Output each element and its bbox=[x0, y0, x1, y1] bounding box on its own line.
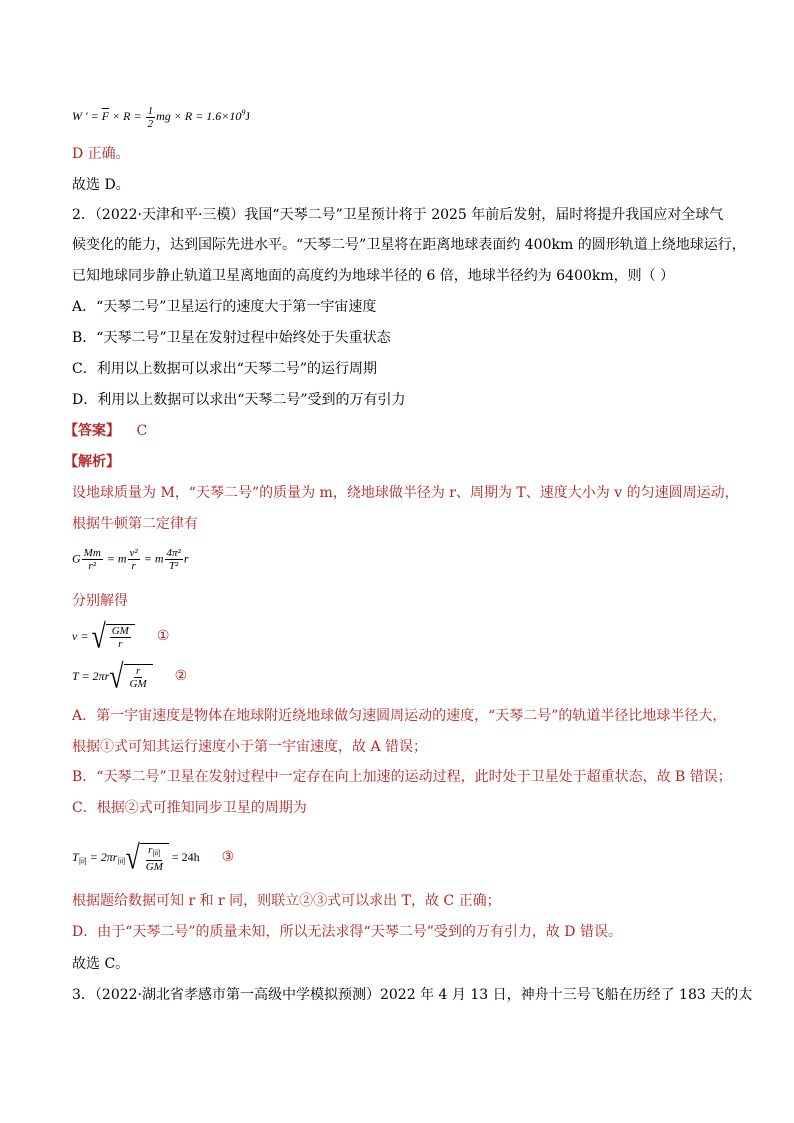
eq-tsync-numsub: 同 bbox=[152, 849, 161, 859]
eq-newton-eq1: = m bbox=[103, 551, 127, 566]
eq-t-mark: ② bbox=[174, 668, 188, 684]
eq-w-fbar: $\overline{F}$ bbox=[101, 109, 110, 123]
eq-newton-f1n: Mm bbox=[83, 547, 101, 559]
eq-newton-f3n: 4π² bbox=[166, 547, 181, 559]
solution-a-line1: A．第一宇宙速度是物体在地球附近绕地球做匀速圆周运动的速度，“天琴二号”的轨道半径比地球半径大， bbox=[72, 708, 727, 724]
option-b: B．“天琴二号”卫星在发射过程中始终处于失重状态 bbox=[72, 330, 391, 346]
d-correct-text: D 正确。 bbox=[72, 146, 130, 162]
eq-v-lhs: v = bbox=[72, 628, 92, 643]
solution-a-line2: 根据①式可知其运行速度小于第一宇宙速度，故 A 错误； bbox=[72, 739, 428, 755]
radical-sign: √ bbox=[91, 617, 106, 656]
eq-tsync-num bbox=[146, 844, 162, 861]
eq-newton-tail: r bbox=[183, 551, 189, 566]
eq-newton-f1d: r² bbox=[88, 560, 97, 572]
choose-c-text: 故选 C。 bbox=[72, 956, 130, 972]
eq-w-fraction bbox=[146, 105, 156, 130]
eq-tsync-num-r: r bbox=[148, 844, 153, 856]
solution-line2: 根据牛顿第二定律有 bbox=[72, 516, 198, 532]
eq-tsync-den: GM bbox=[145, 861, 163, 874]
eq-t-num: r bbox=[135, 665, 141, 677]
eq-newton-frac1 bbox=[82, 547, 103, 572]
eq-w-lhs: W ′ = bbox=[72, 109, 102, 123]
sqrt-symbol bbox=[125, 838, 168, 877]
eq-w-den: 2 bbox=[147, 117, 154, 130]
choose-d-text: 故选 D。 bbox=[72, 177, 130, 193]
eq-w-num: 1 bbox=[147, 104, 154, 117]
eq-w-unit: J bbox=[245, 109, 251, 123]
eq-tsync-lhs: T bbox=[72, 849, 79, 864]
analysis-label: 【解析】 bbox=[64, 454, 120, 470]
equation-v bbox=[72, 617, 170, 656]
eq-newton-eq2: = m bbox=[140, 551, 164, 566]
solve-text: 分别解得 bbox=[72, 593, 128, 609]
eq-w-mid: × R = bbox=[109, 109, 145, 123]
answer-value: C bbox=[136, 423, 148, 439]
eq-v-num: GM bbox=[111, 625, 129, 637]
equation-t bbox=[72, 657, 188, 696]
question2-line2: 候变化的能力，达到国际先进水平。“天琴二号”卫星将在距离地球表面约 400km 的圆形轨道上绕地球运行， bbox=[72, 237, 746, 253]
solution-line1: 设地球质量为 M，“天琴二号”的质量为 m，绕地球做半径为 r、周期为 T、速度大小为 v 的匀速圆周运动， bbox=[72, 485, 739, 501]
eq-tsync-mid: = 2πr bbox=[86, 849, 118, 864]
eq-v-den: r bbox=[118, 638, 123, 650]
eq-w-rhs: mg × R = 1.6×10 bbox=[156, 109, 242, 123]
solution-c2: 根据题给数据可知 r 和 r 同，则联立②③式可以求出 T，故 C 正确； bbox=[72, 893, 501, 909]
eq-w-exp: 9 bbox=[241, 108, 246, 117]
eq-v-frac bbox=[110, 625, 131, 650]
solution-d: D．由于“天琴二号”的质量未知，所以无法求得“天琴二号”受到的万有引力，故 D 错误。 bbox=[72, 924, 622, 940]
eq-newton-f3d: T² bbox=[168, 560, 179, 572]
radical-sign: √ bbox=[125, 838, 140, 877]
question3-line1: 3．（2022·湖北省孝感市第一高级中学模拟预测）2022 年 4 月 13 日，神舟十三号飞船在历经了 183 天的太 bbox=[72, 987, 753, 1003]
solution-b: B．“天琴二号”卫星在发射过程中一定存在向上加速的运动过程，此时处于卫星处于超重状态，故 B 错误； bbox=[72, 769, 732, 785]
eq-newton-f2d: r bbox=[131, 560, 136, 572]
equation-work bbox=[72, 104, 250, 130]
eq-t-den: GM bbox=[129, 678, 147, 690]
eq-newton-f2n: v² bbox=[129, 547, 138, 559]
solution-c: C．根据②式可推知同步卫星的周期为 bbox=[72, 800, 307, 816]
option-a: A．“天琴二号”卫星运行的速度大于第一宇宙速度 bbox=[72, 299, 377, 315]
equation-t-sync bbox=[72, 838, 235, 877]
eq-v-mark: ① bbox=[156, 628, 170, 644]
radicand bbox=[106, 624, 135, 650]
eq-newton-g: G bbox=[72, 551, 81, 566]
eq-t-frac bbox=[128, 665, 149, 690]
option-c: C．利用以上数据可以求出“天琴二号”的运行周期 bbox=[72, 361, 378, 377]
eq-newton-frac3 bbox=[165, 547, 183, 572]
radicand bbox=[140, 843, 169, 873]
eq-tsync-mark: ③ bbox=[221, 849, 235, 865]
sqrt-symbol bbox=[91, 617, 134, 656]
eq-t-lhs: T = 2πr bbox=[72, 668, 110, 683]
equation-newton bbox=[72, 547, 188, 572]
eq-newton-frac2 bbox=[128, 547, 140, 572]
question2-line3: 已知地球同步静止轨道卫星离地面的高度约为地球半径的 6 倍，地球半径约为 6400km，则（ ） bbox=[72, 268, 675, 284]
eq-tsync-rhs: = 24h bbox=[168, 849, 200, 864]
option-d: D．利用以上数据可以求出“天琴二号”受到的万有引力 bbox=[72, 392, 406, 408]
eq-tsync-frac bbox=[144, 844, 165, 873]
answer-label: 【答案】 bbox=[64, 423, 120, 439]
eq-tsync-sub2: 同 bbox=[117, 857, 126, 867]
question2-line1: 2．（2022·天津和平·三模）我国“天琴二号”卫星预计将于 2025 年前后发射，届时将提升我国应对全球气 bbox=[72, 207, 724, 223]
eq-tsync-sub: 同 bbox=[78, 857, 87, 867]
radicand bbox=[124, 664, 153, 690]
radical-sign: √ bbox=[109, 657, 124, 696]
answer-row bbox=[64, 422, 147, 440]
sqrt-symbol bbox=[109, 657, 152, 696]
